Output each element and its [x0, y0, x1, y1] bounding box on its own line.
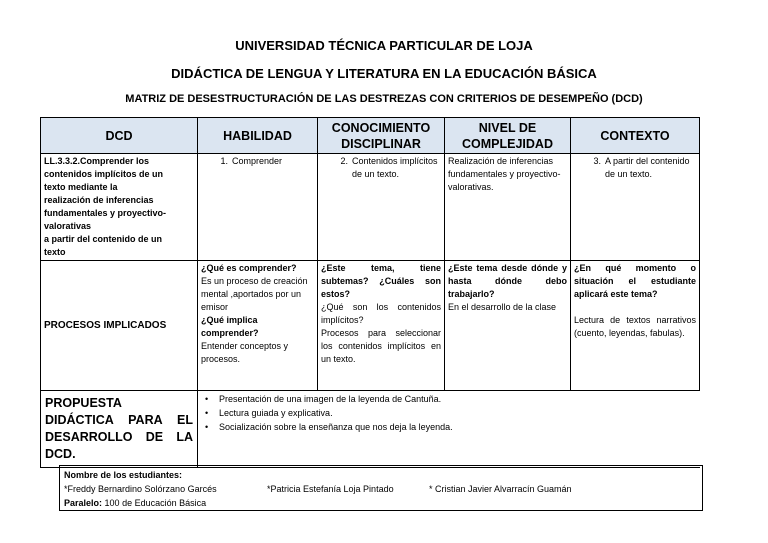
paralelo-row — [64, 496, 698, 510]
student-name: *Patricia Estefanía Loja Pintado — [267, 484, 394, 494]
university-title: UNIVERSIDAD TÉCNICA PARTICULAR DE LOJA — [235, 38, 533, 53]
dcd-line: a partir del contenido de un — [44, 234, 163, 244]
answer-text: En el desarrollo de la clase — [448, 302, 557, 312]
conocimiento-cell — [318, 154, 445, 261]
dcd-line: realización de inferencias — [44, 195, 154, 205]
student-name: * Cristian Javier Alvarracín Guamán — [429, 484, 572, 494]
dcd-line: fundamentales y proyectivo- — [44, 208, 167, 218]
column-header-conocimiento: CONOCIMIENTO DISCIPLINAR — [318, 118, 445, 154]
bullet-icon: • — [205, 422, 209, 432]
matrix-title: MATRIZ DE DESESTRUCTURACIÓN DE LAS DESTREZAS CON CRITERIOS DE DESEMPEÑO (DCD) — [125, 93, 643, 105]
nivel-cell: Realización de inferencias fundamentales y proyectivo-valorativas. — [445, 154, 571, 261]
habilidad-text: Comprender — [232, 156, 283, 166]
list-number: 3. — [593, 156, 601, 166]
column-header-contexto: CONTEXTO — [571, 118, 700, 154]
students-label: Nombre de los estudiantes: — [64, 470, 183, 480]
students-footer — [59, 465, 703, 511]
procesos-label: PROCESOS IMPLICADOS — [41, 261, 198, 391]
bullet-icon: • — [205, 394, 209, 404]
question-text: ¿Este tema desde dónde y hasta dónde debo trabajarlo? — [448, 263, 567, 299]
dcd-matrix-table — [40, 117, 700, 468]
propuesta-list — [201, 392, 697, 434]
answer-text: Es un proceso de creación mental ,aportados por un emisor — [201, 276, 308, 312]
answer-text: ¿Qué son los contenidos implícitos? — [321, 302, 441, 325]
bullet-text: Lectura guiada y explicativa. — [219, 408, 333, 418]
student-name: *Freddy Bernardino Solórzano Garcés — [64, 484, 217, 494]
answer-text: Entender conceptos y procesos. — [201, 341, 289, 364]
question-text: ¿En qué momento o situación el estudiante aplicará este tema? — [574, 263, 696, 299]
list-number: 1. — [220, 156, 228, 166]
contexto-process-cell — [571, 261, 700, 391]
header-row — [41, 118, 700, 154]
dcd-line: valorativas — [44, 221, 92, 231]
habilidad-cell — [198, 154, 318, 261]
list-item — [205, 420, 697, 434]
paralelo-value: 100 de Educación Básica — [104, 498, 207, 508]
column-header-habilidad: HABILIDAD — [198, 118, 318, 154]
dcd-line: texto — [44, 247, 66, 257]
bullet-text: Socialización sobre la enseñanza que nos deja la leyenda. — [219, 422, 453, 432]
propuesta-row — [41, 391, 700, 468]
question-text: ¿Qué implica comprender? — [201, 315, 259, 338]
paralelo-label: Paralelo: — [64, 498, 103, 508]
students-row — [64, 482, 698, 496]
list-number: 2. — [340, 156, 348, 166]
dcd-line: contenidos implícitos de un — [44, 169, 164, 179]
dcd-text-cell — [41, 154, 198, 261]
conocimiento-process-cell — [318, 261, 445, 391]
bullet-text: Presentación de una imagen de la leyenda de Cantuña. — [219, 394, 442, 404]
nivel-process-cell — [445, 261, 571, 391]
propuesta-cell — [198, 391, 700, 468]
dcd-line: LL.3.3.2.Comprender los — [44, 156, 150, 166]
question-text: ¿Este tema, tiene subtemas? ¿Cuáles son estos? — [321, 263, 441, 299]
contexto-text: A partir del contenido de un texto. — [605, 156, 690, 179]
contexto-cell — [571, 154, 700, 261]
dcd-row — [41, 154, 700, 261]
course-title: DIDÁCTICA DE LENGUA Y LITERATURA EN LA EDUCACIÓN BÁSICA — [171, 66, 597, 81]
conocimiento-text: Contenidos implícitos de un texto. — [352, 156, 438, 179]
answer-text: Procesos para seleccionar los contenidos implícitos en un texto. — [321, 328, 441, 364]
bullet-icon: • — [205, 408, 209, 418]
dcd-line: texto mediante la — [44, 182, 118, 192]
column-header-nivel: NIVEL DE COMPLEJIDAD — [445, 118, 571, 154]
question-text: ¿Qué es comprender? — [201, 263, 297, 273]
list-item — [205, 406, 697, 420]
propuesta-label: PROPUESTA DIDÁCTICA PARA EL DESARROLLO DE LA DCD. — [41, 391, 198, 468]
procesos-row — [41, 261, 700, 391]
list-item — [205, 392, 697, 406]
column-header-dcd: DCD — [41, 118, 198, 154]
habilidad-process-cell — [198, 261, 318, 391]
answer-text: Lectura de textos narrativos (cuento, leyendas, fabulas). — [574, 315, 696, 338]
